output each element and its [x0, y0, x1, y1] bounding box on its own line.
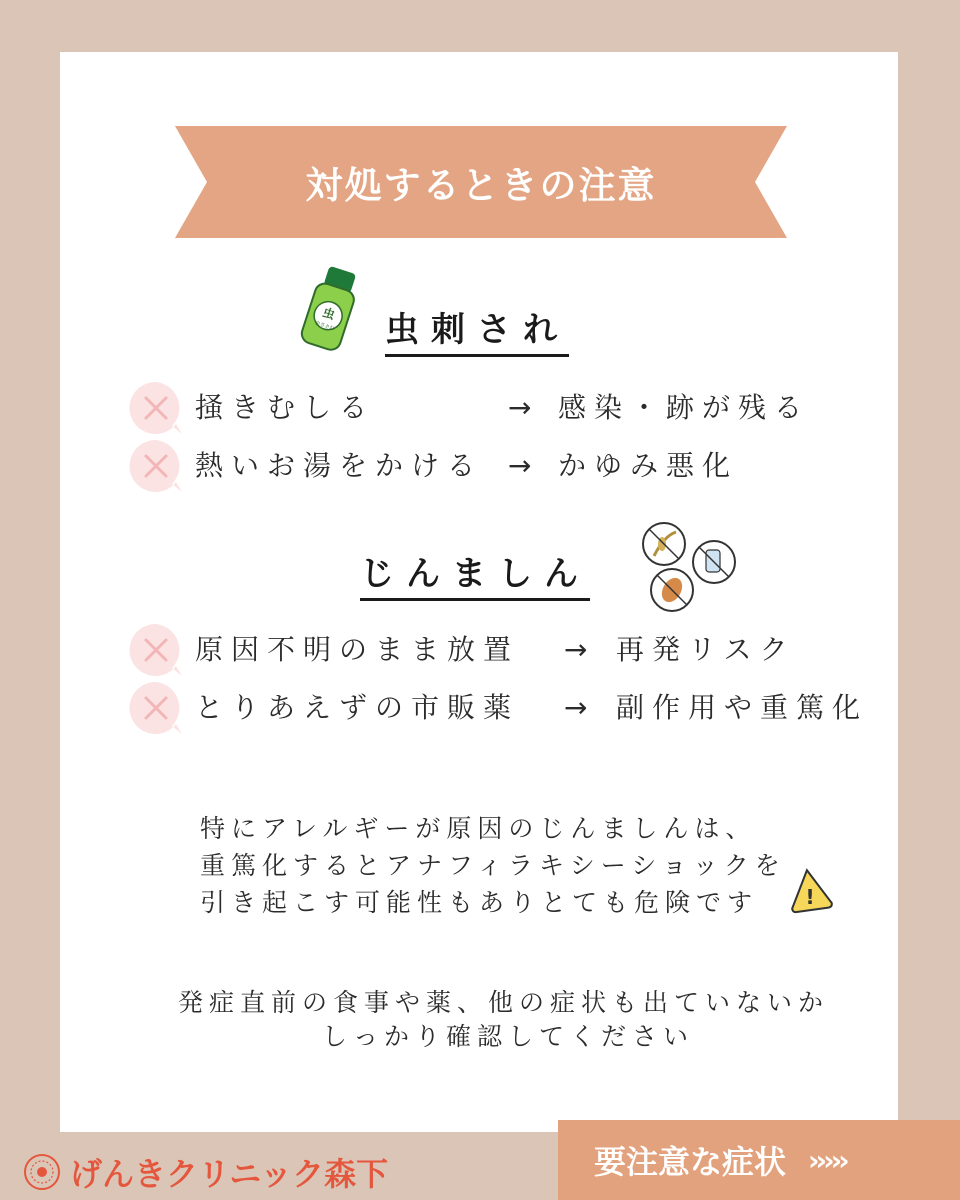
list-item	[128, 438, 888, 494]
arrow-icon: →	[508, 449, 540, 482]
list-item	[128, 622, 888, 678]
item-action: とりあえずの市販薬	[195, 691, 520, 724]
next-page-button[interactable]	[558, 1120, 960, 1200]
item-action: 原因不明のまま放置	[195, 633, 520, 666]
warning-line: 引き起こす可能性もありとても危険です	[200, 888, 759, 917]
clinic-emblem-icon	[22, 1152, 62, 1192]
x-mark-icon	[128, 380, 184, 436]
chevron-right-icon: ›››››	[808, 1143, 846, 1177]
advice-line: 発症直前の食事や薬、他の症状も出ていないか	[178, 988, 830, 1017]
item-consequence: 再発リスク	[616, 633, 796, 666]
arrow-icon: →	[564, 691, 596, 724]
x-mark-icon	[128, 680, 184, 736]
section-title-insect-bite: 虫刺され	[385, 308, 569, 357]
bottle-label: 虫さされ	[314, 320, 336, 333]
svg-text:虫: 虫	[320, 305, 337, 323]
advice-line: しっかり確認してください	[322, 1022, 695, 1051]
list-item	[128, 680, 888, 736]
warning-line: 重篤化するとアナフィラキシーショックを	[200, 851, 786, 880]
page-title: 対処するときの注意	[305, 164, 657, 207]
item-action: 熱いお湯をかける	[195, 449, 484, 482]
x-mark-icon	[128, 622, 184, 678]
list-item	[128, 380, 888, 436]
item-consequence: 感染・跡が残る	[558, 391, 811, 424]
title-banner	[175, 126, 787, 238]
section-title-hives: じんましん	[360, 552, 590, 601]
clinic-logo	[22, 1150, 388, 1194]
warning-line: 特にアレルギーが原因のじんましんは、	[200, 814, 757, 843]
svg-text:!: !	[805, 885, 815, 909]
item-action: 掻きむしる	[195, 391, 376, 424]
warning-triangle-icon	[786, 866, 834, 916]
insect-repellent-bottle-icon	[290, 262, 370, 358]
food-allergen-plates-icon	[636, 514, 744, 614]
clinic-name: げんきクリニック森下	[70, 1155, 389, 1193]
next-page-label: 要注意な症状	[594, 1143, 787, 1181]
item-consequence: 副作用や重篤化	[616, 691, 869, 724]
item-consequence: かゆみ悪化	[558, 449, 739, 482]
arrow-icon: →	[508, 391, 540, 424]
arrow-icon: →	[564, 633, 596, 666]
x-mark-icon	[128, 438, 184, 494]
